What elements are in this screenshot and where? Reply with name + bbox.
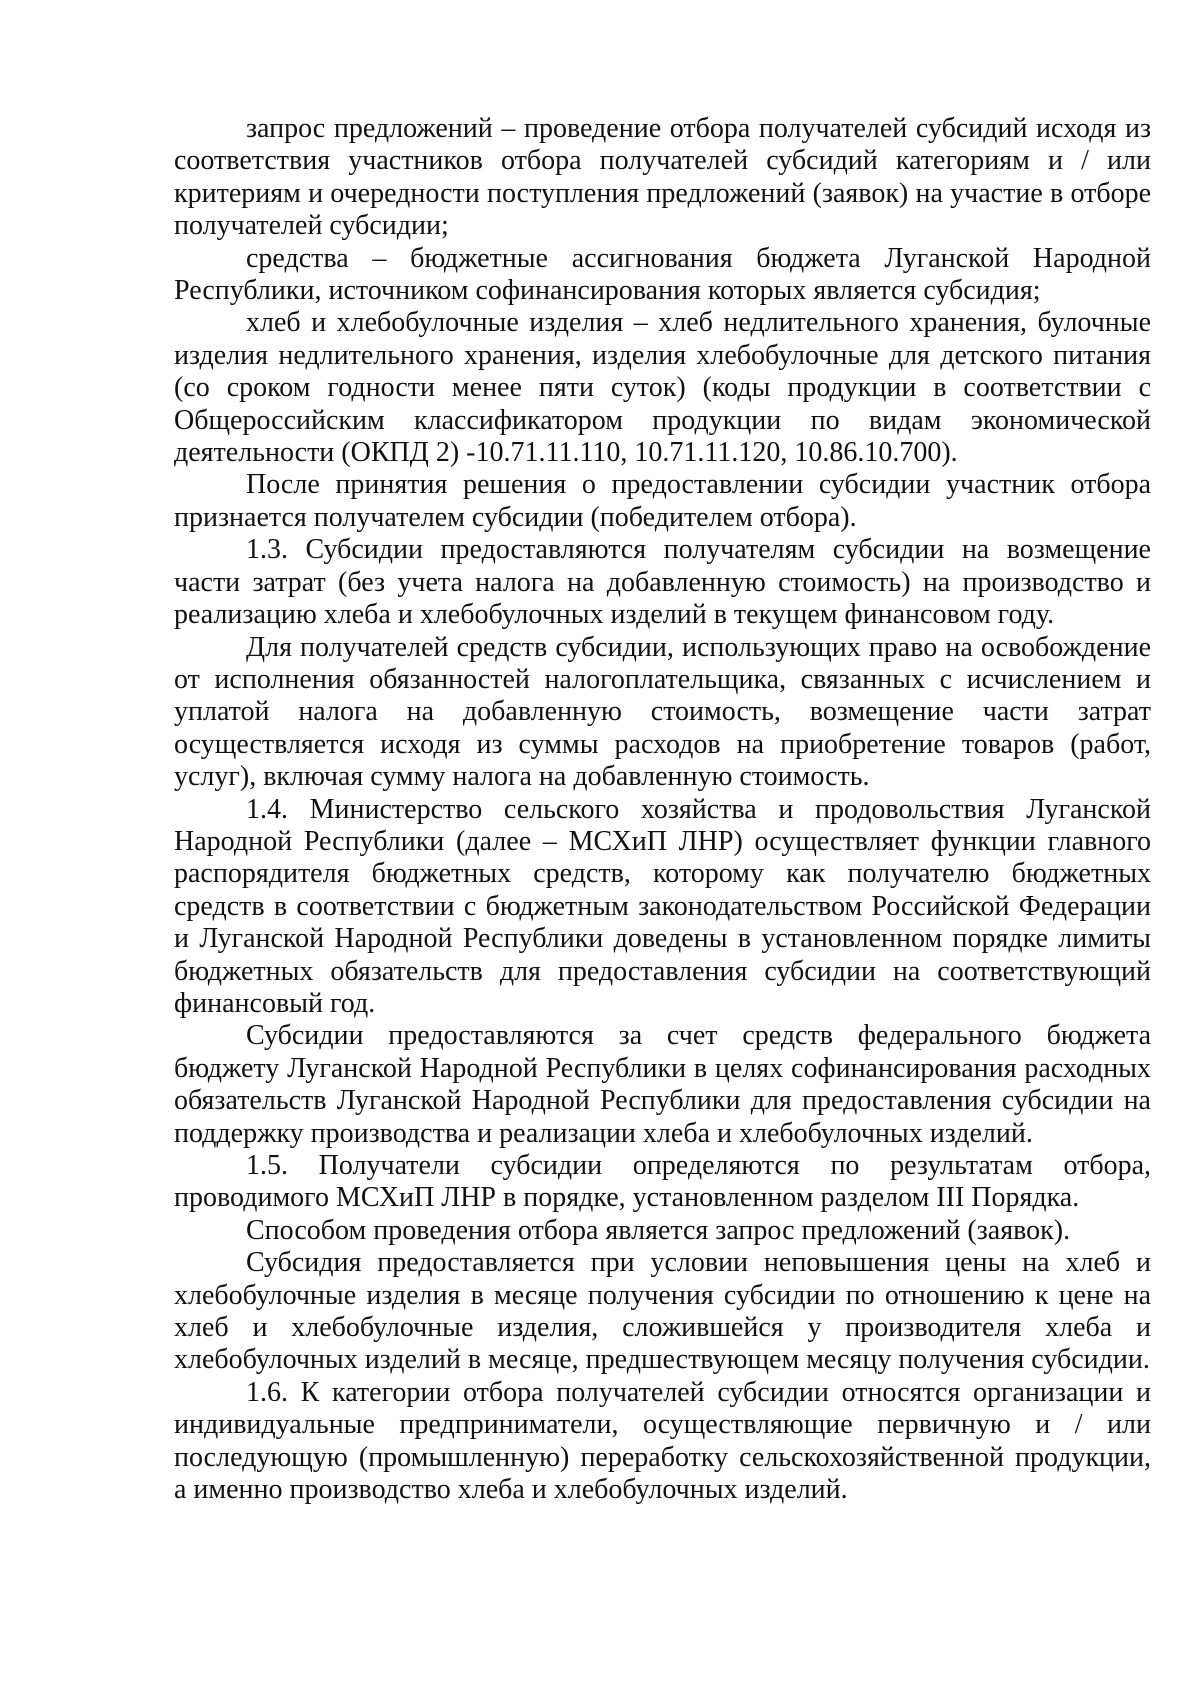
paragraph-recipient-status: После принятия решения о предоставлении субсидии участник отбора признается получателем субсидии (победителем отбора). xyxy=(174,469,1151,533)
paragraph-1-5: 1.5. Получатели субсидии определяются по результатам отбора, проводимого МСХиП ЛНР в порядке, установленном разделом III Порядка. xyxy=(174,1150,1151,1214)
paragraph-federal-funding: Субсидии предоставляются за счет средств федерального бюджета бюджету Луганской Народной Республики в целях софинансирования расходных обязательств Луганской Народной Республики для предоставления субсидии на поддержку производства и реализации хлеба и хлебобулочных изделий. xyxy=(174,1020,1151,1149)
paragraph-price-condition: Субсидия предоставляется при условии неповышения цены на хлеб и хлебобулочные изделия в месяце получения субсидии по отношению к цене на хлеб и хлебобулочные изделия, сложившейся у производителя хлеба и хлебобулочных изделий в месяце, предшествующем месяцу получения субсидии. xyxy=(174,1247,1151,1376)
paragraph-1-4: 1.4. Министерство сельского хозяйства и продовольствия Луганской Народной Республики (далее – МСХиП ЛНР) осуществляет функции главного распорядителя бюджетных средств, которому как получателю бюджетных средств в соответствии с бюджетным законодательством Российской Федерации и Луганской Народной Республики доведены в установленном порядке лимиты бюджетных обязательств для предоставления субсидии на соответствующий финансовый год. xyxy=(174,793,1151,1019)
paragraph-1-3: 1.3. Субсидии предоставляются получателям субсидии на возмещение части затрат (без учета налога на добавленную стоимость) на производство и реализацию хлеба и хлебобулочных изделий в текущем финансовом году. xyxy=(174,534,1151,631)
paragraph-definition-request: запрос предложений – проведение отбора получателей субсидий исходя из соответствия участников отбора получателей субсидий категориям и / или критериям и очередности поступления предложений (заявок) на участие в отборе получателей субсидии; xyxy=(174,113,1151,242)
paragraph-definition-bread: хлеб и хлебобулочные изделия – хлеб недлительного хранения, булочные изделия недлительного хранения, изделия хлебобулочные для детского питания (со сроком годности менее пяти суток) (коды продукции в соответствии с Общероссийским классификатором продукции по видам экономической деятельности (ОКПД 2) -10.71.11.110, 10.71.11.120, 10.86.10.700). xyxy=(174,307,1151,469)
paragraph-vat-exemption: Для получателей средств субсидии, использующих право на освобождение от исполнения обязанностей налогоплательщика, связанных с исчислением и уплатой налога на добавленную стоимость, возмещение части затрат осуществляется исходя из суммы расходов на приобретение товаров (работ, услуг), включая сумму налога на добавленную стоимость. xyxy=(174,631,1151,793)
paragraph-1-6: 1.6. К категории отбора получателей субсидии относятся организации и индивидуальные предприниматели, осуществляющие первичную и / или последующую (промышленную) переработку сельскохозяйственной продукции, а именно производство хлеба и хлебобулочных изделий. xyxy=(174,1376,1151,1506)
paragraph-definition-funds: средства – бюджетные ассигнования бюджета Луганской Народной Республики, источником софинансирования которых является субсидия; xyxy=(174,242,1151,307)
document-page xyxy=(174,113,1151,1506)
paragraph-selection-method: Способом проведения отбора является запрос предложений (заявок). xyxy=(246,1214,1071,1246)
